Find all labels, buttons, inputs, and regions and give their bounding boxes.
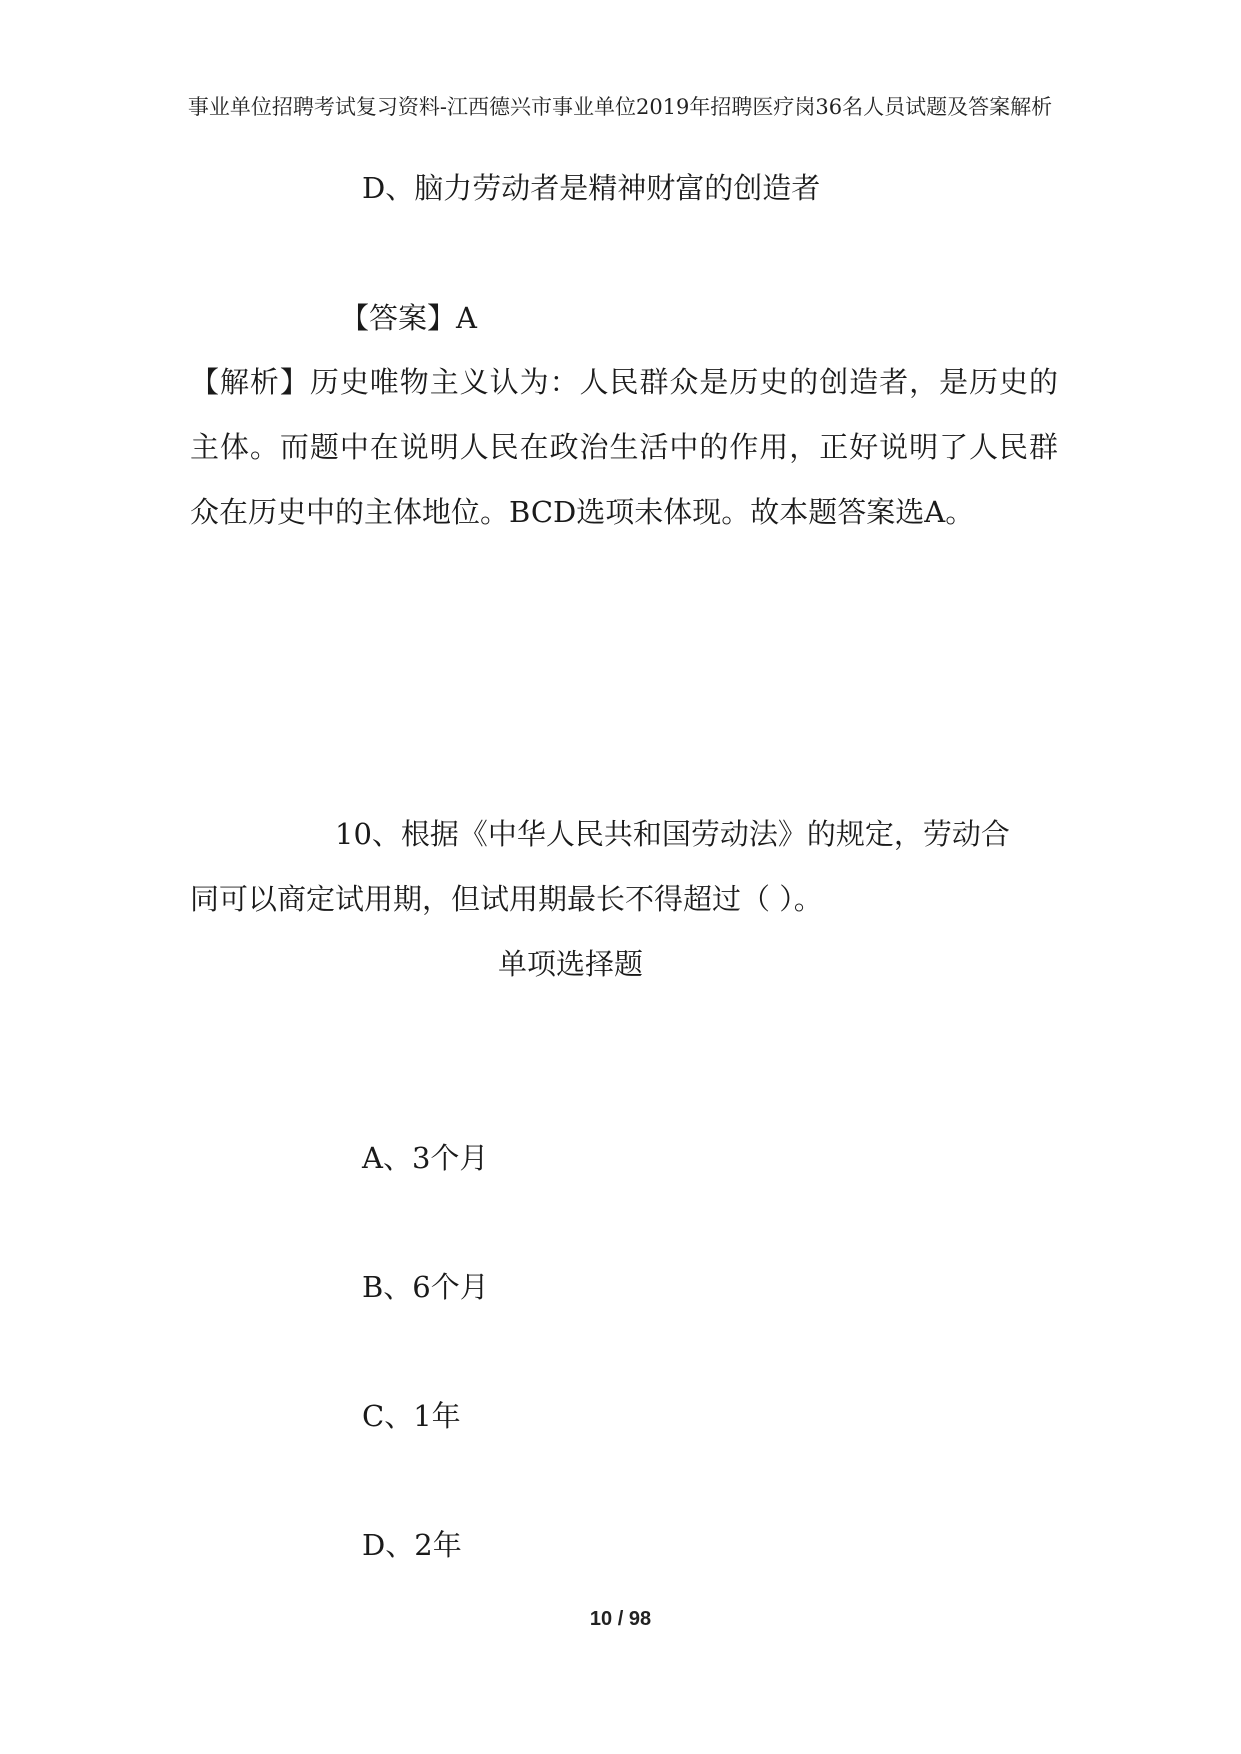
option-d-prev: D、脑力劳动者是精神财富的创造者 <box>362 171 821 205</box>
page-number: 10 / 98 <box>589 1608 652 1630</box>
analysis-paragraph: 【解析】历史唯物主义认为：人民群众是历史的创造者，是历史的主体。而题中在说明人民在政治生活中的作用，正好说明了人民群众在历史中的主体地位。BCD选项未体现。故本题答案选A。 <box>190 365 1058 529</box>
option-c: C、1年 <box>362 1399 461 1433</box>
page-header: 事业单位招聘考试复习资料-江西德兴市事业单位2019年招聘医疗岗36名人员试题及答案解析 <box>187 95 1053 119</box>
option-d: D、2年 <box>362 1528 462 1562</box>
option-a: A、3个月 <box>362 1141 489 1175</box>
option-b: B、6个月 <box>362 1270 489 1304</box>
answer-label: 【答案】A <box>340 301 477 335</box>
question-type: 单项选择题 <box>498 947 644 981</box>
question-text-line-2: 同可以商定试用期，但试用期最长不得超过（ ）。 <box>190 882 823 916</box>
question-text-line-1: 10、根据《中华人民共和国劳动法》的规定，劳动合 <box>335 817 1010 851</box>
